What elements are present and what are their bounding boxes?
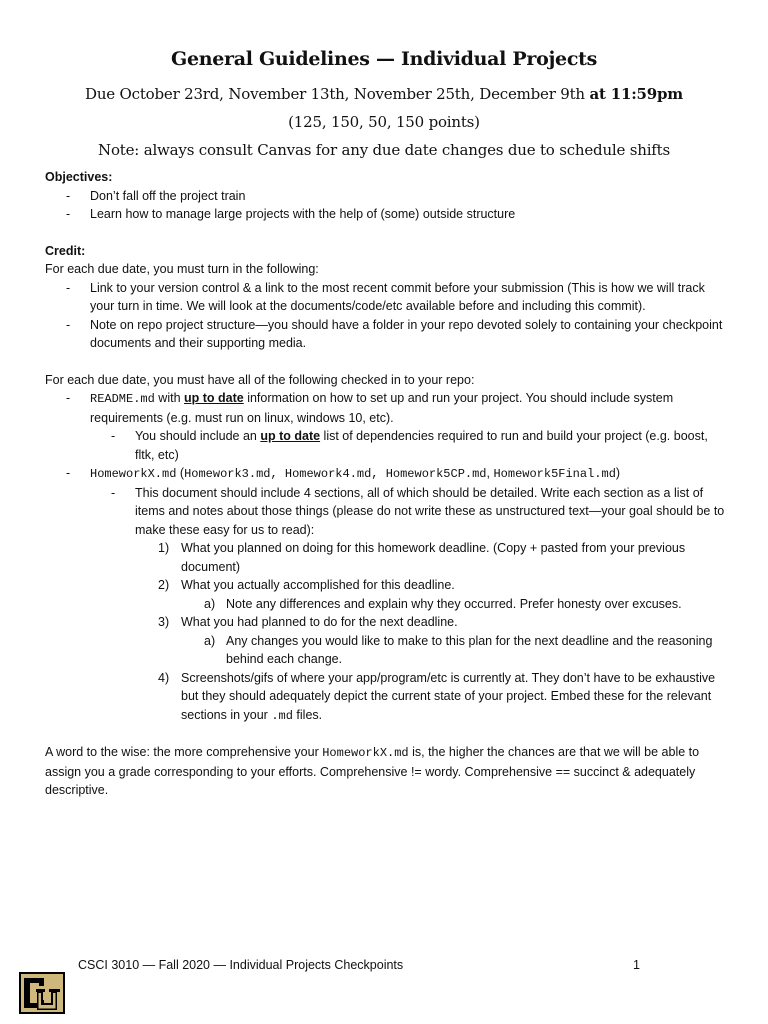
due-dates [0,85,768,103]
readme-sublist [90,427,725,464]
homework-filename: HomeworkX.md [90,467,177,481]
repo-list [45,389,725,725]
list-item: - Don’t fall off the project train [45,187,725,206]
section-item: 1) What you planned on doing for this homework deadline. (Copy + pasted from your previous document) [158,541,686,574]
homework-sublist [90,484,725,726]
due-dates-text: Due October 23rd, November 13th, November 25th, December 9th [85,85,590,103]
due-time: at 11:59pm [589,85,683,103]
section-subitem: a) Any changes you would like to make to this plan for the next deadline and the reasoning behind each change. [204,633,713,666]
section-item: 3) What you had planned to do for the next deadline. a) Any changes you would like to make to this plan for the next deadline and the reasoning behind each change. [135,613,725,669]
credit-list [45,279,725,353]
objectives-heading: Objectives: [45,170,113,184]
credit-heading: Credit: [45,243,86,258]
emphasis-up-to-date: up to date [184,391,244,405]
closing-paragraph: A word to the wise: the more comprehensive your HomeworkX.md is, the higher the chances are that we will be able to assign you a grade corresponding to your efforts. Comprehensive != wordy. Comprehensive == succinct & adequately descriptive. [45,745,700,797]
section-item: 2) What you actually accomplished for this deadline. a) Note any differences and explain why they occurred. Prefer honesty over excuses. [135,576,725,613]
homework-item: - HomeworkX.md (Homework3.md, Homework4.md, Homework5CP.md, Homework5Final.md) - This document should include 4 sections, all of which should be detailed. Write each section as a list of items and notes about those things (please do not write these as unstructured text—your goal should be to make these easy for us to read): 1) What you planned on doing for this homework deadline. (Copy + pasted from your previous document) 2) What you actually accomplished for this deadline. a) Note any differences and explain why they occurred. Prefer honesty over excuses. 3) What you had planned to do for the next deadline. a) Any changes you would like to make to this plan for the next deadline and the reasoning behind each change. 4) Screenshots/gifs of where your app/program/etc is currently at. They don’t have to be exhaustive but they should adequately depict the current state of your project. Embed these for the relevant sections in your .md files. [45,464,725,725]
homework-final-file: Homework5Final.md [493,467,616,481]
section-sublist [181,632,725,669]
cu-logo-icon [18,970,66,1016]
section-sublist [181,595,725,614]
homework-files: Homework3.md, Homework4.md, Homework5CP.md [184,467,487,481]
emphasis-up-to-date: up to date [260,429,321,443]
points-line: (125, 150, 50, 150 points) [288,113,480,131]
list-item: - Note on repo project structure—you should have a folder in your repo devoted solely to containing your checkpoint documents and their supporting media. [45,316,725,353]
canvas-note: Note: always consult Canvas for any due date changes due to schedule shifts [98,141,670,159]
page-title: General Guidelines — Individual Projects [171,48,597,70]
sections-list [135,539,725,725]
page-number: 1 [633,958,640,972]
credit-intro: For each due date, you must turn in the following: [45,262,319,276]
section-subitem: a) Note any differences and explain why they occurred. Prefer honesty over excuses. [204,596,682,611]
objectives-list [45,187,725,224]
closing-filename: HomeworkX.md [322,746,409,760]
readme-filename: README.md [90,392,155,406]
list-item: - Link to your version control & a link to the most recent commit before your submission (This is how we will track your turn in time. We will look at the documents/code/etc available before and including this commit). [45,279,725,316]
readme-item: - README.md with up to date information on how to set up and run your project. You should include system requirements (e.g. must run on linux, windows 10, etc). - You should include an up to date list of dependencies required to run and build your project (e.g. boost, fltk, etc) [45,389,725,464]
footer-text: CSCI 3010 — Fall 2020 — Individual Projects Checkpoints [78,958,404,972]
repo-intro: For each due date, you must have all of the following checked in to your repo: [45,372,475,387]
list-item: - Learn how to manage large projects with the help of (some) outside structure [45,205,725,224]
document-body [45,168,725,800]
list-item: - This document should include 4 sections, all of which should be detailed. Write each section as a list of items and notes about those things (please do not write these as unstructured text—your goal should be to make these easy for us to read): 1) What you planned on doing for this homework deadline. (Copy + pasted from your previous document) 2) What you actually accomplished for this deadline. a) Note any differences and explain why they occurred. Prefer honesty over excuses. 3) What you had planned to do for the next deadline. a) Any changes you would like to make to this plan for the next deadline and the reasoning behind each change. 4) Screenshots/gifs of where your app/program/etc is currently at. They don’t have to be exhaustive but they should adequately depict the current state of your project. Embed these for the relevant sections in your .md files. [90,484,725,726]
md-extension: .md [271,708,293,723]
list-item: - You should include an up to date list of dependencies required to run and build your project (e.g. boost, fltk, etc) [90,427,725,464]
section-item: 4) Screenshots/gifs of where your app/program/etc is currently at. They don’t have to be exhaustive but they should adequately depict the current state of your project. Embed these for the relevant sections in your .md files. [158,670,716,723]
